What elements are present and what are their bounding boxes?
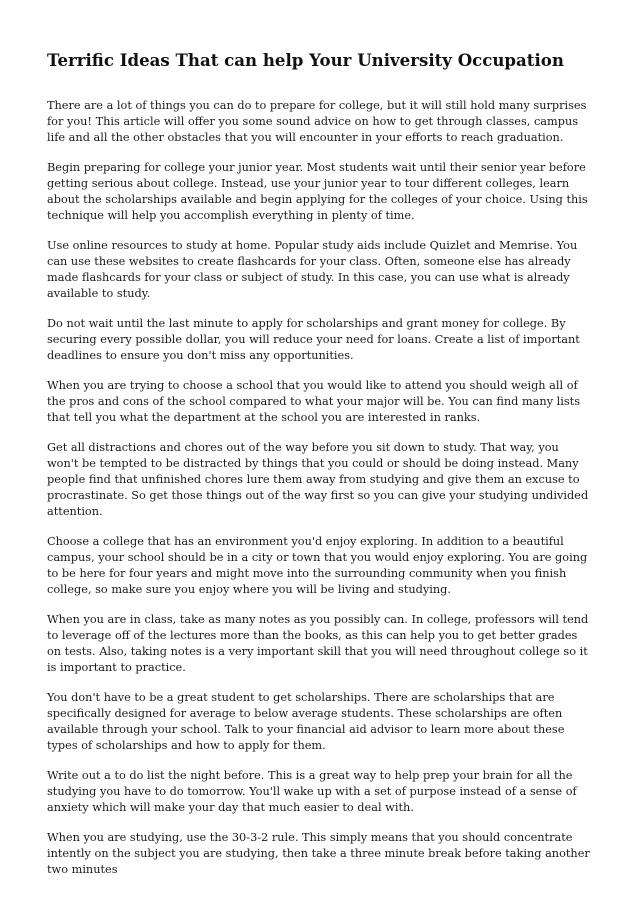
paragraph-11: When you are studying, use the 30-3-2 rule. This simply means that you should concentrate intently on the subject you are studying, then take a three minute break before taking another two minutes [47, 831, 590, 876]
paragraph-2: Begin preparing for college your junior year. Most students wait until their senior year before getting serious about college. Instead, use your junior year to tour different colleges, learn about the scholarships available and begin applying for the colleges of your choice. Using this technique will help you accomplish everything in plenty of time. [47, 161, 588, 222]
paragraph-8: When you are in class, take as many notes as you possibly can. In college, professors will tend to leverage off of the lectures more than the books, as this can help you to get better grades on tests. Also, taking notes is a very important skill that you will need throughout college so it is important to practice. [47, 613, 589, 674]
paragraph-7: Choose a college that has an environment you'd enjoy exploring. In addition to a beautiful campus, your school should be in a city or town that you would enjoy exploring. You are going to be here for four years and might move into the surrounding community when you finish college, so make sure you enjoy where you will be living and studying. [47, 535, 588, 596]
paragraph-10: Write out a to do list the night before. This is a great way to help prep your brain for all the studying you have to do tomorrow. You'll wake up with a set of purpose instead of a sense of anxiety which will make your day that much easier to deal with. [47, 769, 577, 814]
document-page [47, 48, 593, 892]
paragraph-6: Get all distractions and chores out of the way before you sit down to study. That way, you won't be tempted to be distracted by things that you could or should be doing instead. Many people find that unfinished chores lure them away from studying and give them an excuse to procrastinate. So get those things out of the way first so you can give your studying undivided attention. [47, 441, 589, 518]
paragraph-3: Use online resources to study at home. Popular study aids include Quizlet and Memrise. You can use these websites to create flashcards for your class. Often, someone else has already made flashcards for your class or subject of study. In this case, you can use what is already available to study. [47, 239, 578, 300]
paragraph-4: Do not wait until the last minute to apply for scholarships and grant money for college. By securing every possible dollar, you will reduce your need for loans. Create a list of important deadlines to ensure you don't miss any opportunities. [47, 317, 580, 362]
document-title: Terrific Ideas That can help Your University Occupation [47, 50, 564, 70]
paragraph-9: You don't have to be a great student to get scholarships. There are scholarships that are specifically designed for average to below average students. These scholarships are often available through your school. Talk to your financial aid advisor to learn more about these types of scholarships and how to apply for them. [47, 691, 565, 752]
paragraph-5: When you are trying to choose a school that you would like to attend you should weigh all of the pros and cons of the school compared to what your major will be. You can find many lists that tell you what the department at the school you are interested in ranks. [47, 379, 581, 424]
paragraph-1: There are a lot of things you can do to prepare for college, but it will still hold many surprises for you! This article will offer you some sound advice on how to get through classes, campus life and all the other obstacles that you will encounter in your efforts to reach graduation. [47, 99, 587, 144]
